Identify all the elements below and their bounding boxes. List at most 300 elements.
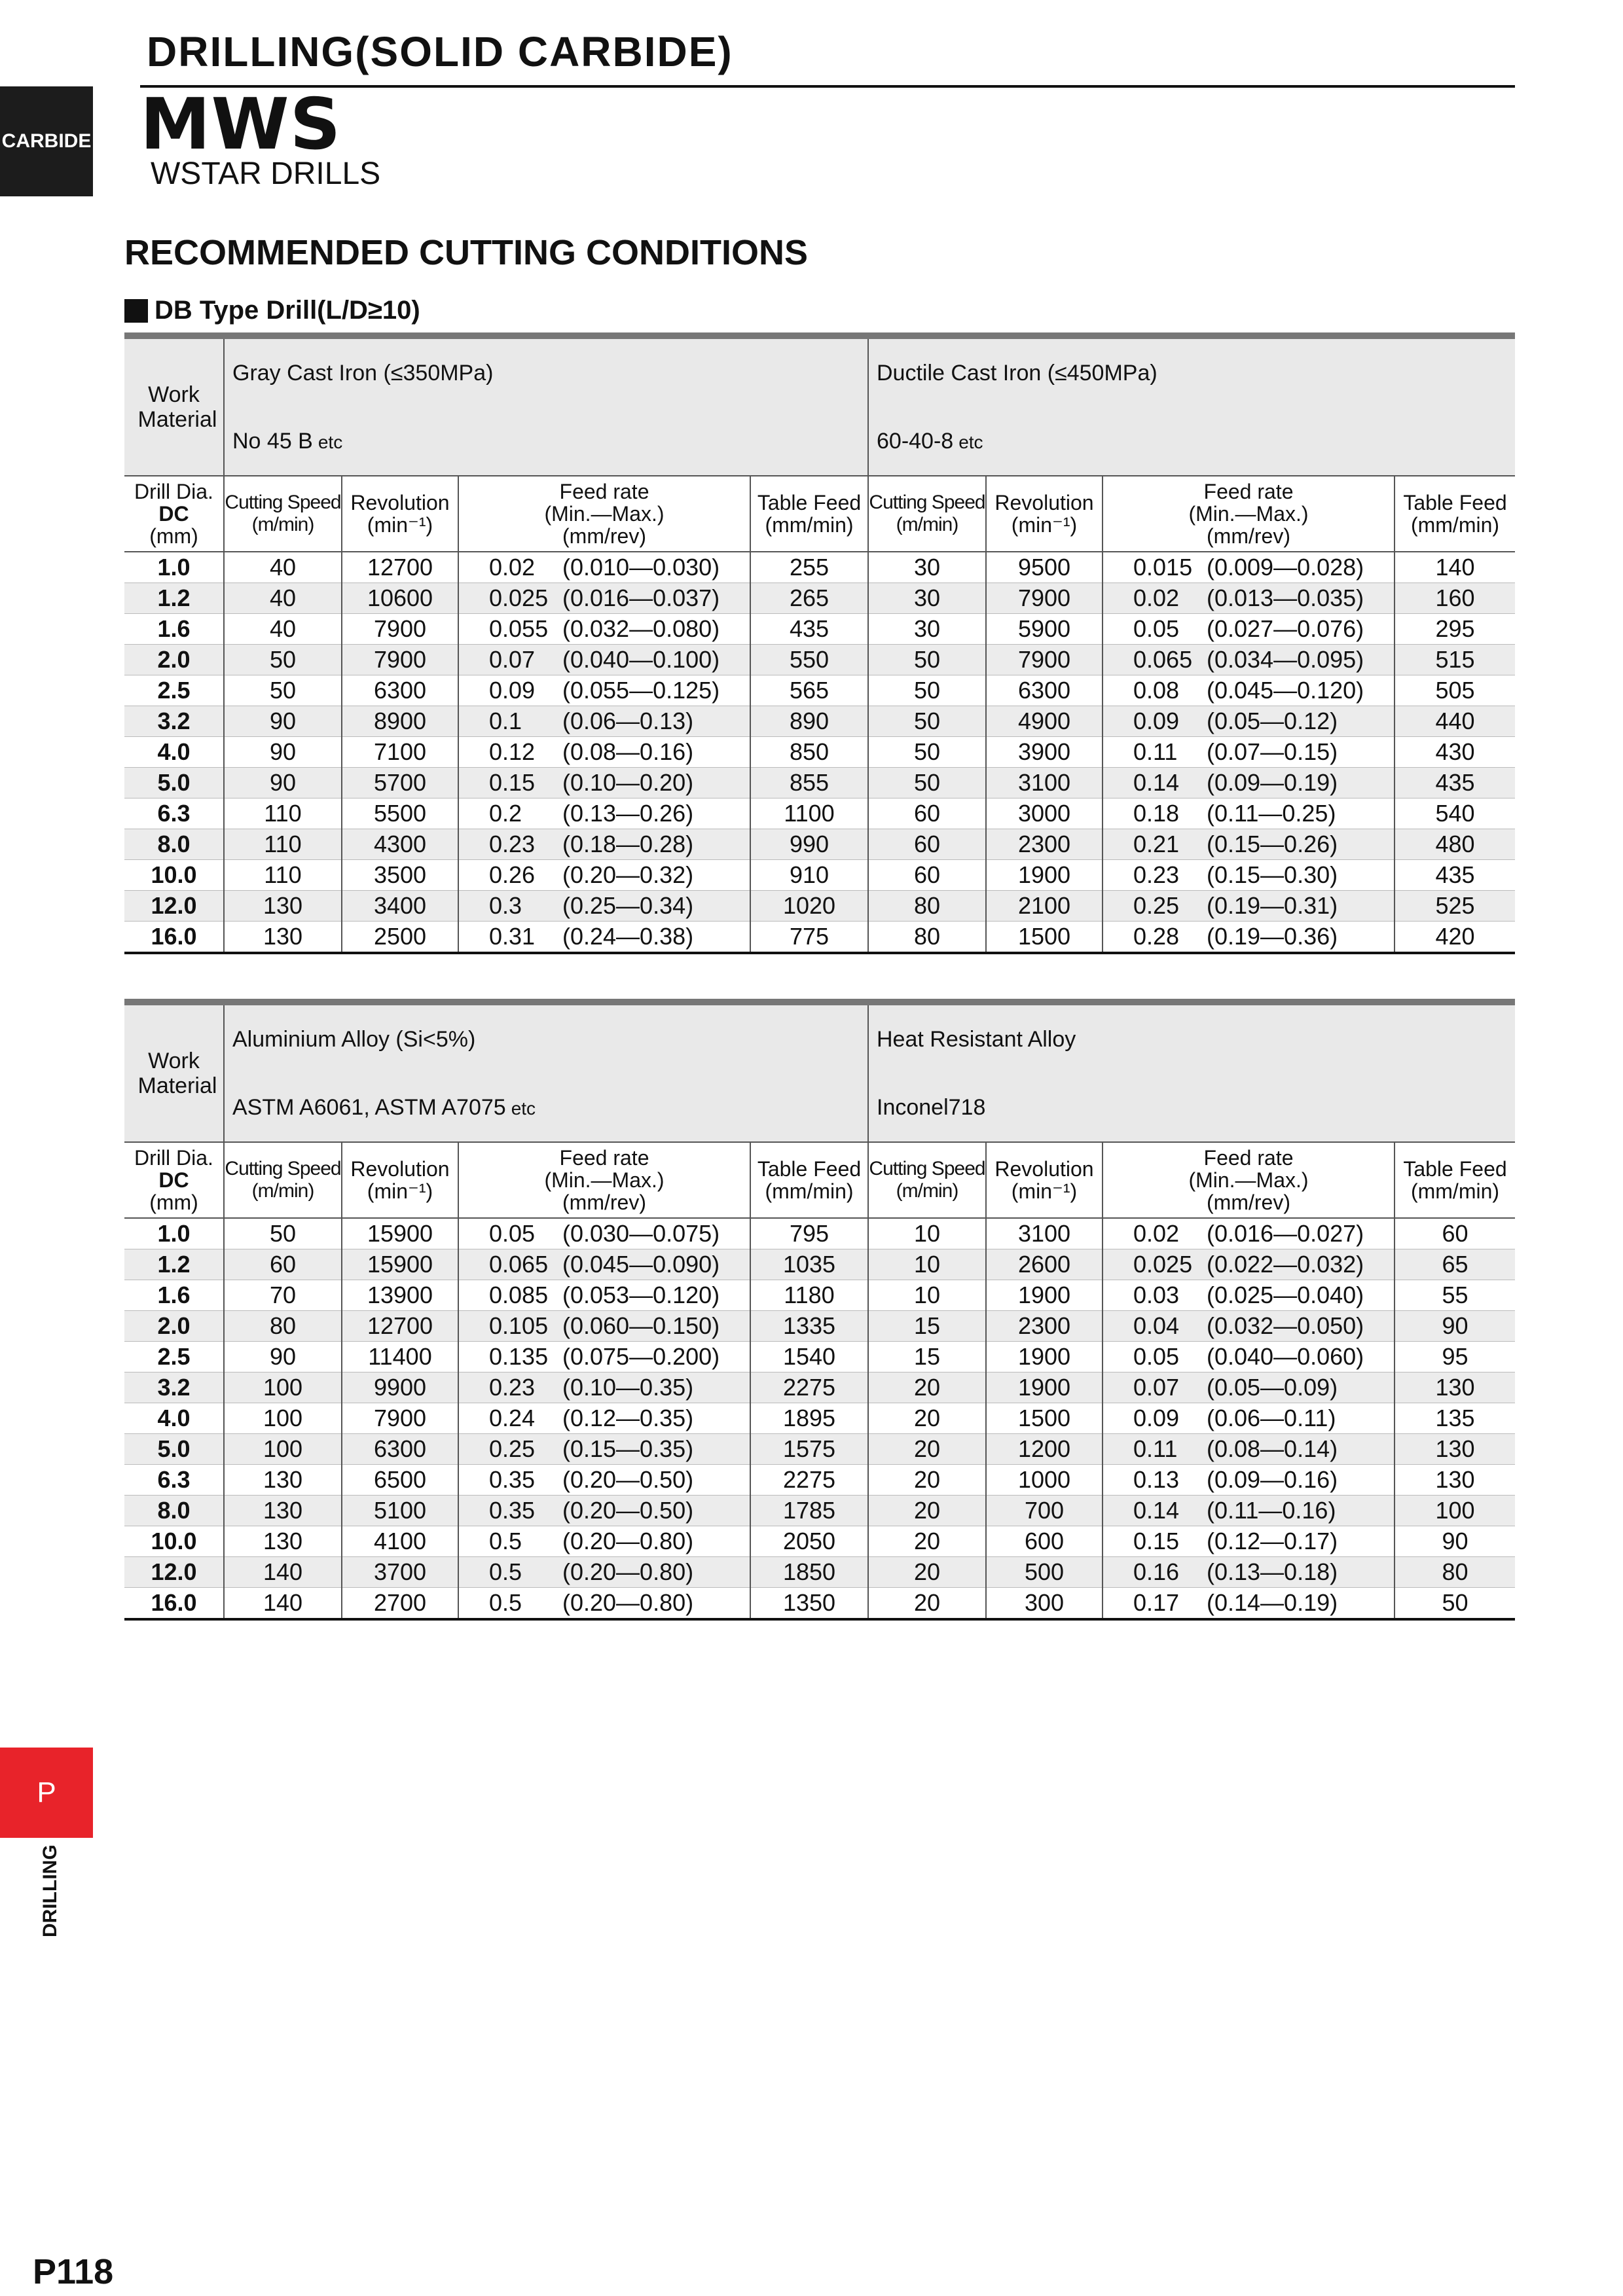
revolution-cell: 10600	[342, 583, 458, 614]
feed-rate-cell	[458, 552, 750, 583]
cutting-speed-cell: 100	[224, 1372, 342, 1403]
cutting-speed-cell: 20	[868, 1526, 986, 1557]
feed-rate-range: (0.24—0.38)	[562, 923, 694, 950]
feed-rate-value: 0.1	[489, 708, 522, 734]
cutting-speed-cell: 20	[868, 1496, 986, 1526]
feed-rate-range: (0.034—0.095)	[1207, 646, 1364, 673]
revolution-cell: 15900	[342, 1218, 458, 1249]
feed-rate-cell	[458, 1280, 750, 1311]
feed-rate-cell	[1103, 583, 1395, 614]
feed-rate-cell	[458, 1372, 750, 1403]
cutting-speed-cell: 90	[224, 1342, 342, 1372]
feed-rate-value: 0.31	[489, 923, 536, 950]
revolution-cell: 500	[986, 1557, 1103, 1588]
cutting-speed-cell: 140	[224, 1588, 342, 1620]
table-feed-cell: 505	[1395, 675, 1515, 706]
table-row	[124, 552, 1515, 583]
header-line: (Min.—Max.)	[544, 502, 665, 526]
table-feed-cell: 55	[1395, 1280, 1515, 1311]
table-feed-cell: 50	[1395, 1588, 1515, 1620]
header-line: DC	[158, 1168, 189, 1192]
table-row	[124, 1403, 1515, 1434]
cutting-speed-cell: 20	[868, 1403, 986, 1434]
feed-rate-range: (0.20—0.80)	[562, 1558, 694, 1585]
feed-rate-cell	[458, 891, 750, 922]
feed-rate-range: (0.07—0.15)	[1207, 738, 1338, 765]
revolution-cell: 7900	[986, 583, 1103, 614]
header-line: (mm/rev)	[562, 524, 646, 548]
revolution-cell: 5700	[342, 768, 458, 798]
feed-rate-cell	[458, 829, 750, 860]
feed-rate-value: 0.065	[1133, 646, 1193, 673]
feed-rate-cell	[1103, 614, 1395, 645]
feed-rate-value: 0.105	[489, 1312, 549, 1339]
feed-rate-value: 0.09	[1133, 1405, 1180, 1431]
cutting-speed-cell: 50	[868, 675, 986, 706]
revolution-cell: 1900	[986, 860, 1103, 891]
header-line: (mm/rev)	[1207, 524, 1290, 548]
feed-rate-range: (0.032—0.080)	[562, 615, 720, 642]
left-material-grade-suffix: etc	[511, 1098, 536, 1119]
feed-rate-range: (0.15—0.26)	[1207, 831, 1338, 857]
table-feed-cell: 550	[750, 645, 868, 675]
cutting-speed-cell: 40	[224, 552, 342, 583]
feed-rate-range: (0.025—0.040)	[1207, 1282, 1364, 1308]
table-feed-cell: 990	[750, 829, 868, 860]
cutting-speed-cell: 15	[868, 1342, 986, 1372]
feed-rate-range: (0.11—0.16)	[1207, 1497, 1336, 1524]
feed-rate-cell	[1103, 860, 1395, 891]
drill-dia-cell: 16.0	[124, 922, 224, 954]
feed-rate-value: 0.35	[489, 1466, 536, 1493]
table-feed-cell: 2275	[750, 1465, 868, 1496]
revolution-cell: 1500	[986, 1403, 1103, 1434]
drill-dia-cell: 1.2	[124, 1249, 224, 1280]
header-line: Revolution	[350, 491, 450, 514]
feed-rate-value: 0.21	[1133, 831, 1180, 857]
header-line: Cutting Speed	[869, 492, 985, 513]
feed-rate-range: (0.08—0.16)	[562, 738, 694, 765]
table-row	[124, 706, 1515, 737]
revolution-cell: 3100	[986, 768, 1103, 798]
feed-rate-range: (0.11—0.25)	[1207, 800, 1336, 827]
feed-rate-range: (0.25—0.34)	[562, 892, 694, 919]
header-line: (Min.—Max.)	[1188, 1168, 1309, 1192]
cutting-speed-cell: 20	[868, 1465, 986, 1496]
feed-rate-range: (0.15—0.30)	[1207, 861, 1338, 888]
feed-rate-range: (0.040—0.060)	[1207, 1343, 1364, 1370]
feed-rate-cell	[458, 1218, 750, 1249]
feed-rate-range: (0.13—0.26)	[562, 800, 694, 827]
header-title: DRILLING(SOLID CARBIDE)	[147, 28, 733, 75]
revolution-cell: 1900	[986, 1280, 1103, 1311]
feed-rate-range: (0.20—0.80)	[562, 1528, 694, 1554]
revolution-cell: 2300	[986, 829, 1103, 860]
feed-rate-range: (0.10—0.20)	[562, 769, 694, 796]
left-material-name: Aluminium Alloy (Si<5%)	[224, 1005, 868, 1073]
feed-rate-range: (0.15—0.35)	[562, 1435, 694, 1462]
header-line: (mm/min)	[765, 1179, 854, 1203]
revolution-cell: 7900	[342, 614, 458, 645]
feed-rate-value: 0.09	[489, 677, 536, 704]
revolution-cell: 600	[986, 1526, 1103, 1557]
drill-dia-cell: 2.5	[124, 1342, 224, 1372]
right-material-grade-text: Inconel718	[877, 1094, 986, 1120]
drill-dia-header	[124, 476, 224, 552]
feed-rate-cell	[458, 645, 750, 675]
feed-rate-value: 0.135	[489, 1343, 549, 1370]
product-code: MWS	[140, 84, 342, 166]
table-feed-cell: 1895	[750, 1403, 868, 1434]
cutting-conditions-table-2	[124, 999, 1515, 1621]
feed-rate-range: (0.12—0.35)	[562, 1405, 694, 1431]
feed-rate-value: 0.055	[489, 615, 549, 642]
category-tab-p: P	[0, 1748, 93, 1838]
revolution-cell: 7100	[342, 737, 458, 768]
cutting-conditions-table-1	[124, 332, 1515, 954]
feed-rate-range: (0.20—0.80)	[562, 1589, 694, 1616]
revolution-cell: 7900	[986, 645, 1103, 675]
header-line: Cutting Speed	[225, 1158, 341, 1179]
table-row	[124, 922, 1515, 954]
cutting-speed-cell: 110	[224, 829, 342, 860]
feed-rate-value: 0.12	[489, 738, 536, 765]
feed-rate-value: 0.15	[1133, 1528, 1180, 1554]
feed-rate-range: (0.013—0.035)	[1207, 584, 1364, 611]
table-feed-cell: 430	[1395, 737, 1515, 768]
feed-rate-cell	[458, 1434, 750, 1465]
feed-rate-range: (0.016—0.037)	[562, 584, 720, 611]
feed-rate-value: 0.18	[1133, 800, 1180, 827]
cutting-speed-cell: 30	[868, 552, 986, 583]
table-feed-cell: 60	[1395, 1218, 1515, 1249]
feed-rate-range: (0.040—0.100)	[562, 646, 720, 673]
table-feed-header	[750, 1142, 868, 1218]
header-line: Table Feed	[1403, 1157, 1507, 1181]
table-row	[124, 1434, 1515, 1465]
revolution-cell: 3100	[986, 1218, 1103, 1249]
feed-rate-cell	[458, 583, 750, 614]
cutting-speed-cell: 70	[224, 1280, 342, 1311]
table-feed-cell: 265	[750, 583, 868, 614]
cutting-speed-cell: 60	[868, 798, 986, 829]
left-material-name: Gray Cast Iron (≤350MPa)	[224, 339, 868, 407]
feed-rate-value: 0.5	[489, 1528, 522, 1554]
right-material-name: Ductile Cast Iron (≤450MPa)	[868, 339, 1515, 407]
feed-rate-cell	[1103, 1311, 1395, 1342]
table-row	[124, 891, 1515, 922]
cutting-speed-cell: 100	[224, 1403, 342, 1434]
revolution-cell: 1500	[986, 922, 1103, 954]
feed-rate-range: (0.09—0.19)	[1207, 769, 1338, 796]
feed-rate-value: 0.025	[489, 584, 549, 611]
table-row	[124, 737, 1515, 768]
feed-rate-cell	[1103, 768, 1395, 798]
header-line: (mm/min)	[1410, 513, 1500, 537]
header-line: (mm/rev)	[1207, 1191, 1290, 1214]
revolution-cell: 15900	[342, 1249, 458, 1280]
header-line: (m/min)	[251, 514, 314, 535]
table-row	[124, 768, 1515, 798]
cutting-speed-cell: 130	[224, 1465, 342, 1496]
table-feed-cell: 795	[750, 1218, 868, 1249]
table-feed-cell: 2050	[750, 1526, 868, 1557]
work-material-label-text: Work Material	[137, 1049, 217, 1098]
revolution-cell: 1900	[986, 1372, 1103, 1403]
revolution-header	[342, 1142, 458, 1218]
feed-rate-value: 0.28	[1133, 923, 1180, 950]
feed-rate-cell	[1103, 706, 1395, 737]
revolution-cell: 2700	[342, 1588, 458, 1620]
table-feed-cell: 95	[1395, 1342, 1515, 1372]
header-line: (m/min)	[251, 1180, 314, 1202]
feed-rate-cell	[1103, 1342, 1395, 1372]
table-feed-cell: 1335	[750, 1311, 868, 1342]
revolution-cell: 6300	[342, 1434, 458, 1465]
revolution-cell: 11400	[342, 1342, 458, 1372]
feed-rate-cell	[458, 1311, 750, 1342]
feed-rate-range: (0.08—0.14)	[1207, 1435, 1338, 1462]
sub-heading	[124, 296, 420, 325]
header-line: Cutting Speed	[869, 1158, 985, 1179]
revolution-cell: 1000	[986, 1465, 1103, 1496]
table-feed-cell: 130	[1395, 1434, 1515, 1465]
header-line: (min⁻¹)	[1011, 513, 1078, 537]
feed-rate-range: (0.045—0.120)	[1207, 677, 1364, 704]
work-material-label	[124, 1005, 224, 1142]
table-feed-cell: 80	[1395, 1557, 1515, 1588]
right-material-name: Heat Resistant Alloy	[868, 1005, 1515, 1073]
left-material-grade-text: No 45 B	[232, 428, 313, 454]
table-feed-cell: 1350	[750, 1588, 868, 1620]
left-material-grade-suffix: etc	[318, 431, 343, 452]
header-line: (min⁻¹)	[367, 1179, 433, 1203]
revolution-cell: 5900	[986, 614, 1103, 645]
cutting-speed-cell: 110	[224, 798, 342, 829]
feed-rate-cell	[458, 675, 750, 706]
table-row	[124, 860, 1515, 891]
header-line: (mm)	[149, 1191, 198, 1214]
right-material-grade-suffix: etc	[958, 431, 983, 452]
drill-dia-cell: 2.5	[124, 675, 224, 706]
cutting-speed-cell: 60	[868, 829, 986, 860]
feed-rate-cell	[1103, 737, 1395, 768]
table-row	[124, 1526, 1515, 1557]
table-row	[124, 1465, 1515, 1496]
revolution-header	[342, 476, 458, 552]
revolution-cell: 4300	[342, 829, 458, 860]
feed-rate-value: 0.02	[489, 554, 536, 581]
revolution-cell: 6500	[342, 1465, 458, 1496]
table-feed-cell: 130	[1395, 1372, 1515, 1403]
cutting-speed-cell: 60	[868, 860, 986, 891]
feed-rate-cell	[458, 798, 750, 829]
header-line: Feed rate	[1203, 480, 1294, 503]
cutting-speed-cell: 50	[224, 645, 342, 675]
cutting-speed-cell: 110	[224, 860, 342, 891]
feed-rate-cell	[458, 922, 750, 954]
header-line: Feed rate	[559, 1146, 649, 1170]
right-material-grade	[868, 407, 1515, 476]
feed-rate-value: 0.5	[489, 1558, 522, 1585]
table-feed-header	[750, 476, 868, 552]
cutting-speed-cell: 100	[224, 1434, 342, 1465]
table-feed-cell: 440	[1395, 706, 1515, 737]
feed-rate-value: 0.085	[489, 1282, 549, 1308]
drill-dia-cell: 1.0	[124, 552, 224, 583]
feed-rate-header	[1103, 476, 1395, 552]
feed-rate-range: (0.20—0.50)	[562, 1466, 694, 1493]
feed-rate-value: 0.09	[1133, 708, 1180, 734]
feed-rate-range: (0.053—0.120)	[562, 1282, 720, 1308]
cutting-speed-cell: 80	[868, 891, 986, 922]
header-line: Feed rate	[1203, 1146, 1294, 1170]
cutting-speed-cell: 15	[868, 1311, 986, 1342]
cutting-speed-cell: 130	[224, 922, 342, 954]
cutting-speed-cell: 130	[224, 891, 342, 922]
cutting-speed-header	[224, 1142, 342, 1218]
feed-rate-value: 0.03	[1133, 1282, 1180, 1308]
revolution-cell: 12700	[342, 1311, 458, 1342]
drill-dia-cell: 16.0	[124, 1588, 224, 1620]
feed-rate-value: 0.13	[1133, 1466, 1180, 1493]
cutting-speed-cell: 40	[224, 614, 342, 645]
feed-rate-cell	[1103, 552, 1395, 583]
cutting-speed-cell: 10	[868, 1280, 986, 1311]
drill-dia-cell: 1.6	[124, 1280, 224, 1311]
feed-rate-range: (0.06—0.13)	[562, 708, 694, 734]
feed-rate-cell	[1103, 1588, 1395, 1620]
header-line: (mm/rev)	[562, 1191, 646, 1214]
feed-rate-value: 0.015	[1133, 554, 1193, 581]
table-row	[124, 645, 1515, 675]
revolution-cell: 13900	[342, 1280, 458, 1311]
header-line: DC	[158, 502, 189, 526]
drill-dia-cell: 12.0	[124, 1557, 224, 1588]
table-row	[124, 1588, 1515, 1620]
feed-rate-value: 0.5	[489, 1589, 522, 1616]
revolution-cell: 3500	[342, 860, 458, 891]
feed-rate-range: (0.13—0.18)	[1207, 1558, 1338, 1585]
drill-dia-cell: 5.0	[124, 1434, 224, 1465]
table-feed-cell: 515	[1395, 645, 1515, 675]
header-line: Cutting Speed	[225, 492, 341, 513]
header-line: (Min.—Max.)	[1188, 502, 1309, 526]
drill-dia-cell: 12.0	[124, 891, 224, 922]
feed-rate-range: (0.032—0.050)	[1207, 1312, 1364, 1339]
header-line: Drill Dia.	[134, 1146, 213, 1170]
table-feed-cell: 1850	[750, 1557, 868, 1588]
drill-dia-cell: 3.2	[124, 1372, 224, 1403]
feed-rate-cell	[1103, 1280, 1395, 1311]
feed-rate-cell	[458, 1526, 750, 1557]
drill-dia-cell: 4.0	[124, 1403, 224, 1434]
feed-rate-value: 0.11	[1133, 1435, 1178, 1462]
feed-rate-cell	[458, 1342, 750, 1372]
feed-rate-value: 0.2	[489, 800, 522, 827]
revolution-cell: 1900	[986, 1342, 1103, 1372]
table-row	[124, 1249, 1515, 1280]
drill-dia-cell: 10.0	[124, 860, 224, 891]
table-feed-header	[1395, 1142, 1515, 1218]
drill-dia-header	[124, 1142, 224, 1218]
revolution-cell: 9500	[986, 552, 1103, 583]
feed-rate-cell	[1103, 645, 1395, 675]
cutting-speed-cell: 50	[224, 1218, 342, 1249]
header-line: (mm/min)	[765, 513, 854, 537]
table-row	[124, 614, 1515, 645]
feed-rate-range: (0.20—0.32)	[562, 861, 694, 888]
right-material-grade	[868, 1073, 1515, 1142]
page-number: P118	[33, 2252, 114, 2291]
feed-rate-value: 0.04	[1133, 1312, 1180, 1339]
revolution-cell: 3400	[342, 891, 458, 922]
square-bullet-icon	[124, 299, 148, 323]
sub-heading-text: DB Type Drill(L/D≥10)	[155, 296, 420, 325]
feed-rate-header	[458, 476, 750, 552]
revolution-cell: 2100	[986, 891, 1103, 922]
feed-rate-cell	[458, 614, 750, 645]
feed-rate-range: (0.20—0.50)	[562, 1497, 694, 1524]
header-rule	[140, 85, 1515, 88]
header-line: Table Feed	[757, 491, 862, 514]
drill-dia-cell: 6.3	[124, 1465, 224, 1496]
table-feed-cell: 435	[750, 614, 868, 645]
table-feed-cell: 775	[750, 922, 868, 954]
cutting-speed-cell: 10	[868, 1218, 986, 1249]
header-line: Feed rate	[559, 480, 649, 503]
table-feed-cell: 255	[750, 552, 868, 583]
left-material-grade	[224, 1073, 868, 1142]
header-line: Revolution	[994, 491, 1094, 514]
cutting-speed-header	[224, 476, 342, 552]
table-row	[124, 829, 1515, 860]
product-name: WSTAR DRILLS	[151, 156, 381, 191]
cutting-speed-cell: 80	[868, 922, 986, 954]
feed-rate-range: (0.055—0.125)	[562, 677, 720, 704]
cutting-speed-cell: 20	[868, 1588, 986, 1620]
feed-rate-range: (0.010—0.030)	[562, 554, 720, 581]
cutting-speed-cell: 60	[224, 1249, 342, 1280]
cutting-speed-cell: 90	[224, 706, 342, 737]
drill-dia-cell: 6.3	[124, 798, 224, 829]
right-material-grade-text: 60-40-8	[877, 428, 954, 454]
section-heading: RECOMMENDED CUTTING CONDITIONS	[124, 233, 808, 272]
feed-rate-range: (0.009—0.028)	[1207, 554, 1364, 581]
revolution-cell: 3700	[342, 1557, 458, 1588]
table-feed-cell: 135	[1395, 1403, 1515, 1434]
feed-rate-cell	[458, 1557, 750, 1588]
feed-rate-cell	[458, 768, 750, 798]
header-line: Drill Dia.	[134, 480, 213, 503]
feed-rate-cell	[1103, 1434, 1395, 1465]
drill-dia-cell: 10.0	[124, 1526, 224, 1557]
drill-dia-cell: 1.0	[124, 1218, 224, 1249]
revolution-header	[986, 476, 1103, 552]
feed-rate-value: 0.025	[1133, 1251, 1193, 1278]
table-row	[124, 1280, 1515, 1311]
table-row	[124, 1372, 1515, 1403]
feed-rate-range: (0.05—0.09)	[1207, 1374, 1338, 1401]
table-feed-cell: 540	[1395, 798, 1515, 829]
cutting-speed-cell: 20	[868, 1372, 986, 1403]
drill-dia-cell: 8.0	[124, 1496, 224, 1526]
revolution-cell: 700	[986, 1496, 1103, 1526]
feed-rate-value: 0.08	[1133, 677, 1180, 704]
feed-rate-range: (0.016—0.027)	[1207, 1220, 1364, 1247]
feed-rate-cell	[1103, 1218, 1395, 1249]
table-feed-cell: 420	[1395, 922, 1515, 954]
